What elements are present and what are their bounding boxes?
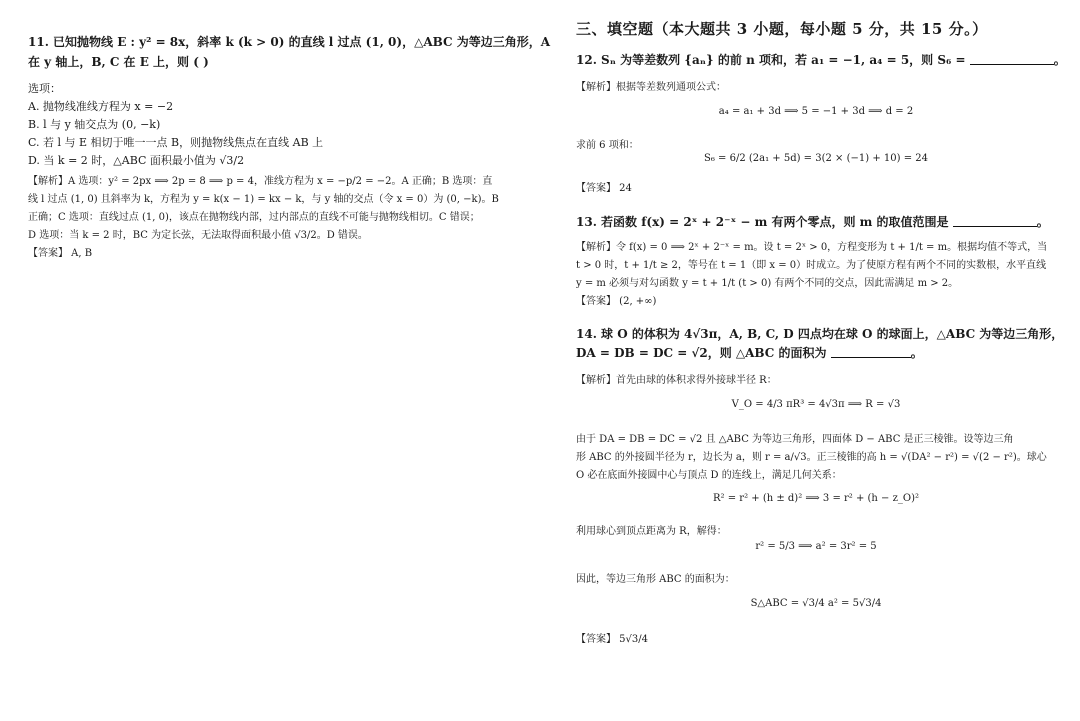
q14-solve-intro: 利用球心到顶点距离为 R，解得： xyxy=(576,526,727,537)
q12-question xyxy=(576,51,1066,68)
q14-analysis-intro: 【解析】首先由球的体积求得外接球半径 R： xyxy=(576,375,777,386)
q14-answer-blank xyxy=(831,347,911,358)
option-a: A. 抛物线准线方程为 x = −2 xyxy=(28,100,174,113)
q14-question-line1: 14. 球 O 的体积为 4√3π，A, B, C, D 四点均在球 O 的球面上，△ABC 为等边三角形， xyxy=(576,327,1064,341)
q11-analysis-line4: D 选项：当 k = 2 时，BC 为定长弦，无法取得面积最小值 √3/2。D 错误。 xyxy=(28,230,368,241)
q12-analysis-intro: 【解析】根据等差数列通项公式： xyxy=(576,82,726,93)
section-title: 三、填空题（本大题共 3 小题，每小题 5 分，共 15 分。） xyxy=(576,20,988,38)
options-label: 选项： xyxy=(28,82,61,95)
q14-analysis-line2: 形 ABC 的外接圆半径为 r，边长为 a，则 r = a/√3。正三棱锥的高 h = √(DA² − r²) = √(2 − r²)。球心 xyxy=(576,452,1047,463)
q14-analysis-line3: O 必在底面外接圆中心与顶点 D 的连线上，满足几何关系： xyxy=(576,470,842,481)
q13-answer: 【答案】 (2, +∞) xyxy=(576,296,657,307)
q11-line2: 在 y 轴上，B, C 在 E 上，则 ( ) xyxy=(28,55,209,69)
q12-sum-intro: 求前 6 项和： xyxy=(576,140,639,151)
q14-analysis-line1: 由于 DA = DB = DC = √2 且 △ABC 为等边三角形，四面体 D − ABC 是正三棱锥。设等边三角 xyxy=(576,434,1014,445)
q12-answer: 【答案】 24 xyxy=(576,183,632,194)
q11-analysis-line2: 线 l 过点 (1, 0) 且斜率为 k，方程为 y = k(x − 1) = kx − k，与 y 轴的交点（令 x = 0）为 (0, −k)。B xyxy=(28,194,499,205)
q14-equation-3: r² = 5/3 ⟹ a² = 3r² = 5 xyxy=(755,541,877,552)
option-b: B. l 与 y 轴交点为 (0, −k) xyxy=(28,118,161,131)
q12-answer-blank xyxy=(970,54,1054,65)
q14-question-text: DA = DB = DC = √2，则 △ABC 的面积为 xyxy=(576,346,827,360)
q13-answer-blank xyxy=(953,216,1037,227)
q13-analysis-line2: t > 0 时，t + 1/t ≥ 2，等号在 t = 1（即 x = 0）时成立。为了使原方程有两个不同的实数根，水平直线 xyxy=(576,260,1047,271)
q11-answer: 【答案】 A, B xyxy=(28,248,93,259)
option-c: C. 若 l 与 E 相切于唯一一点 B，则抛物线焦点在直线 AB 上 xyxy=(28,136,324,149)
q11-analysis-line3: 正确；C 选项：直线过点 (1, 0)，该点在抛物线内部，过内部点的直线不可能与抛物线相切。C 错误； xyxy=(28,212,480,223)
option-d: D. 当 k = 2 时，△ABC 面积最小值为 √3/2 xyxy=(28,154,245,167)
q11-analysis-line1: 【解析】A 选项：y² = 2px ⟹ 2p = 8 ⟹ p = 4，准线方程为 x = −p/2 = −2。A 正确；B 选项：直 xyxy=(28,176,493,187)
q14-equation-1: V_O = 4/3 πR³ = 4√3π ⟹ R = √3 xyxy=(731,399,901,410)
q14-question-line2 xyxy=(576,344,923,361)
q14-equation-2: R² = r² + (h ± d)² ⟹ 3 = r² + (h − z_O)² xyxy=(713,493,919,504)
q14-area-intro: 因此，等边三角形 ABC 的面积为： xyxy=(576,574,735,585)
q14-answer: 【答案】 5√3/4 xyxy=(576,634,649,645)
q13-question-text: 13. 若函数 f(x) = 2ˣ + 2⁻ˣ − m 有两个零点，则 m 的取值范围是 xyxy=(576,215,949,229)
q14-equation-4: S△ABC = √3/4 a² = 5√3/4 xyxy=(750,598,882,609)
q13-analysis-line1: 【解析】令 f(x) = 0 ⟹ 2ˣ + 2⁻ˣ = m。设 t = 2ˣ > 0，方程变形为 t + 1/t = m。根据均值不等式，当 xyxy=(576,242,1048,253)
q13-analysis-line3: y = m 必须与对勾函数 y = t + 1/t (t > 0) 有两个不同的交点，因此需满足 m > 2。 xyxy=(576,278,959,289)
q14-question-end: 。 xyxy=(910,346,923,360)
q12-equation-2: S₆ = 6/2 (2a₁ + 5d) = 3(2 × (−1) + 10) = 24 xyxy=(704,153,928,164)
q11-line1: 11. 已知抛物线 E : y² = 8x，斜率 k (k > 0) 的直线 l 过点 (1, 0)，△ABC 为等边三角形，A xyxy=(28,35,551,49)
q12-question-text: 12. Sₙ 为等差数列 {aₙ} 的前 n 项和，若 a₁ = −1, a₄ = 5，则 S₆ = xyxy=(576,53,966,67)
q13-question-end: 。 xyxy=(1036,215,1049,229)
q12-question-end: 。 xyxy=(1053,53,1066,67)
q12-equation-1: a₄ = a₁ + 3d ⟹ 5 = −1 + 3d ⟹ d = 2 xyxy=(718,106,914,117)
q13-question xyxy=(576,213,1049,230)
